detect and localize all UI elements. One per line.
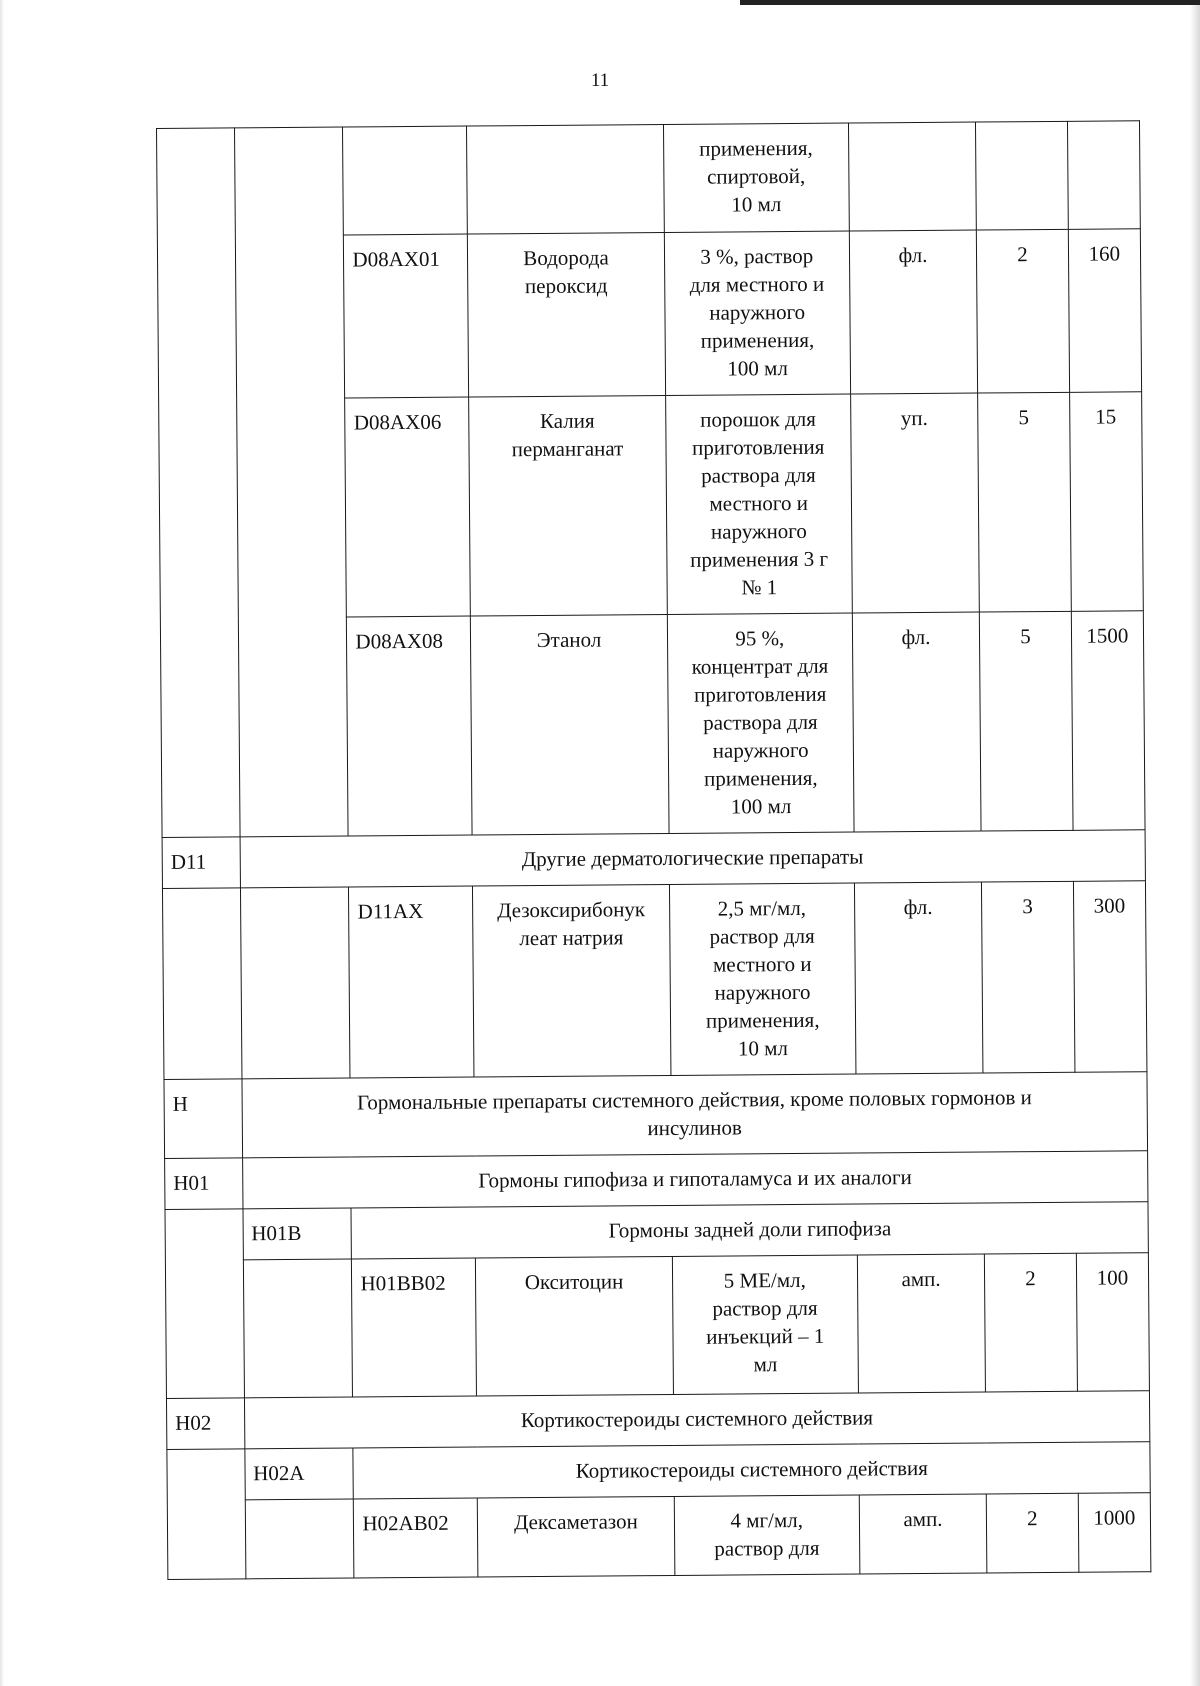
drug-name-cell: Окситоцин	[476, 1256, 673, 1396]
subsection-title-cell: Кортикостероиды системного действия	[353, 1442, 1150, 1499]
subsection-title-cell: Гормоны задней доли гипофиза	[351, 1202, 1148, 1259]
table-cell	[234, 127, 348, 837]
unit-cell: фл.	[854, 882, 983, 1074]
price-cell: 160	[1068, 229, 1142, 393]
unit-cell: амп.	[859, 1494, 987, 1574]
dosage-form-cell: 5 МЕ/мл, раствор для инъекций – 1 мл	[672, 1255, 858, 1394]
table-cell	[343, 126, 468, 235]
table-row	[167, 1493, 1151, 1580]
section-row	[164, 1072, 1148, 1159]
section-title-cell: Кортикостероиды системного действия	[244, 1391, 1150, 1449]
table-cell	[157, 128, 240, 838]
subsection-code-cell: H01B	[243, 1208, 352, 1260]
atc-code-cell: D08AX01	[344, 234, 469, 398]
scan-edge-right	[1190, 0, 1200, 1686]
unit-cell: фл.	[849, 230, 977, 394]
quantity-cell: 5	[979, 611, 1072, 831]
subsection-row	[165, 1202, 1148, 1261]
quantity-cell: 3	[982, 881, 1075, 1073]
drug-name-cell: Дексаметазон	[478, 1496, 675, 1577]
table-cell	[162, 888, 241, 1080]
quantity-cell: 2	[984, 1253, 1077, 1392]
dosage-form-cell: применения, спиртовой, 10 мл	[663, 123, 849, 232]
drug-table	[156, 120, 1151, 1580]
quantity-cell: 5	[978, 392, 1071, 612]
dosage-form-cell: 2,5 мг/мл, раствор для местного и наружного применения, 10 мл	[669, 883, 856, 1075]
table-row	[162, 881, 1146, 1080]
drug-name-cell: Дезоксирибонук леат натрия	[473, 884, 671, 1077]
quantity-cell: 2	[986, 1493, 1078, 1573]
unit-cell: фл.	[852, 612, 981, 832]
table-cell	[165, 1209, 244, 1399]
section-title-cell: Гормональные препараты системного действия, кроме половых гормонов и инсулинов	[242, 1072, 1148, 1158]
table-cell	[240, 887, 350, 1079]
unit-cell: уп.	[851, 393, 980, 613]
table-cell	[243, 1259, 353, 1398]
section-title-cell: Другие дерматологические препараты	[240, 830, 1146, 888]
price-cell: 1500	[1071, 611, 1145, 831]
page-number: 11	[590, 70, 610, 91]
table-cell	[167, 1449, 246, 1580]
table-row	[157, 121, 1141, 237]
table-cell	[467, 125, 664, 235]
atc-code-cell: D11AX	[349, 886, 474, 1078]
table-row	[165, 1253, 1149, 1399]
section-code-cell: H02	[166, 1398, 244, 1450]
unit-cell: амп.	[857, 1254, 985, 1393]
drug-name-cell: Этанол	[471, 615, 669, 836]
section-row	[165, 1151, 1148, 1210]
section-code-cell: D11	[162, 837, 240, 889]
drug-name-cell: Калия перманганат	[469, 396, 667, 617]
subsection-code-cell: H02A	[244, 1448, 353, 1500]
section-code-cell: H	[164, 1079, 242, 1159]
dosage-form-cell: порошок для приготовления раствора для местного и наружного применения 3 г № 1	[665, 394, 852, 614]
atc-code-cell: H01BB02	[352, 1258, 477, 1397]
price-cell: 15	[1069, 392, 1143, 612]
atc-code-cell: D08AX08	[347, 616, 473, 836]
price-cell: 300	[1073, 881, 1147, 1073]
quantity-cell: 2	[976, 229, 1069, 393]
dosage-form-cell: 95 %, концентрат для приготовления раствора для наружного применения, 100 мл	[667, 613, 854, 833]
section-row	[166, 1391, 1149, 1450]
dosage-form-cell: 3 %, раствор для местного и наружного применения, 100 мл	[664, 231, 851, 395]
atc-code-cell: H02AB02	[354, 1498, 479, 1578]
table-cell	[245, 1499, 354, 1579]
atc-code-cell: D08AX06	[345, 397, 471, 617]
scan-edge-left	[0, 0, 4, 1686]
drug-name-cell: Водорода пероксид	[468, 233, 665, 398]
table-cell	[1067, 121, 1140, 230]
section-code-cell: H01	[165, 1158, 243, 1210]
section-row	[162, 830, 1145, 889]
dosage-form-cell: 4 мг/мл, раствор для	[674, 1495, 860, 1575]
scan-top-bar	[740, 0, 1200, 5]
table-cell	[848, 122, 976, 231]
price-cell: 100	[1076, 1253, 1149, 1392]
table-cell	[976, 121, 1068, 230]
price-cell: 1000	[1078, 1493, 1151, 1573]
section-title-cell: Гормоны гипофиза и гипоталамуса и их аналоги	[242, 1151, 1148, 1209]
subsection-row	[167, 1442, 1150, 1501]
